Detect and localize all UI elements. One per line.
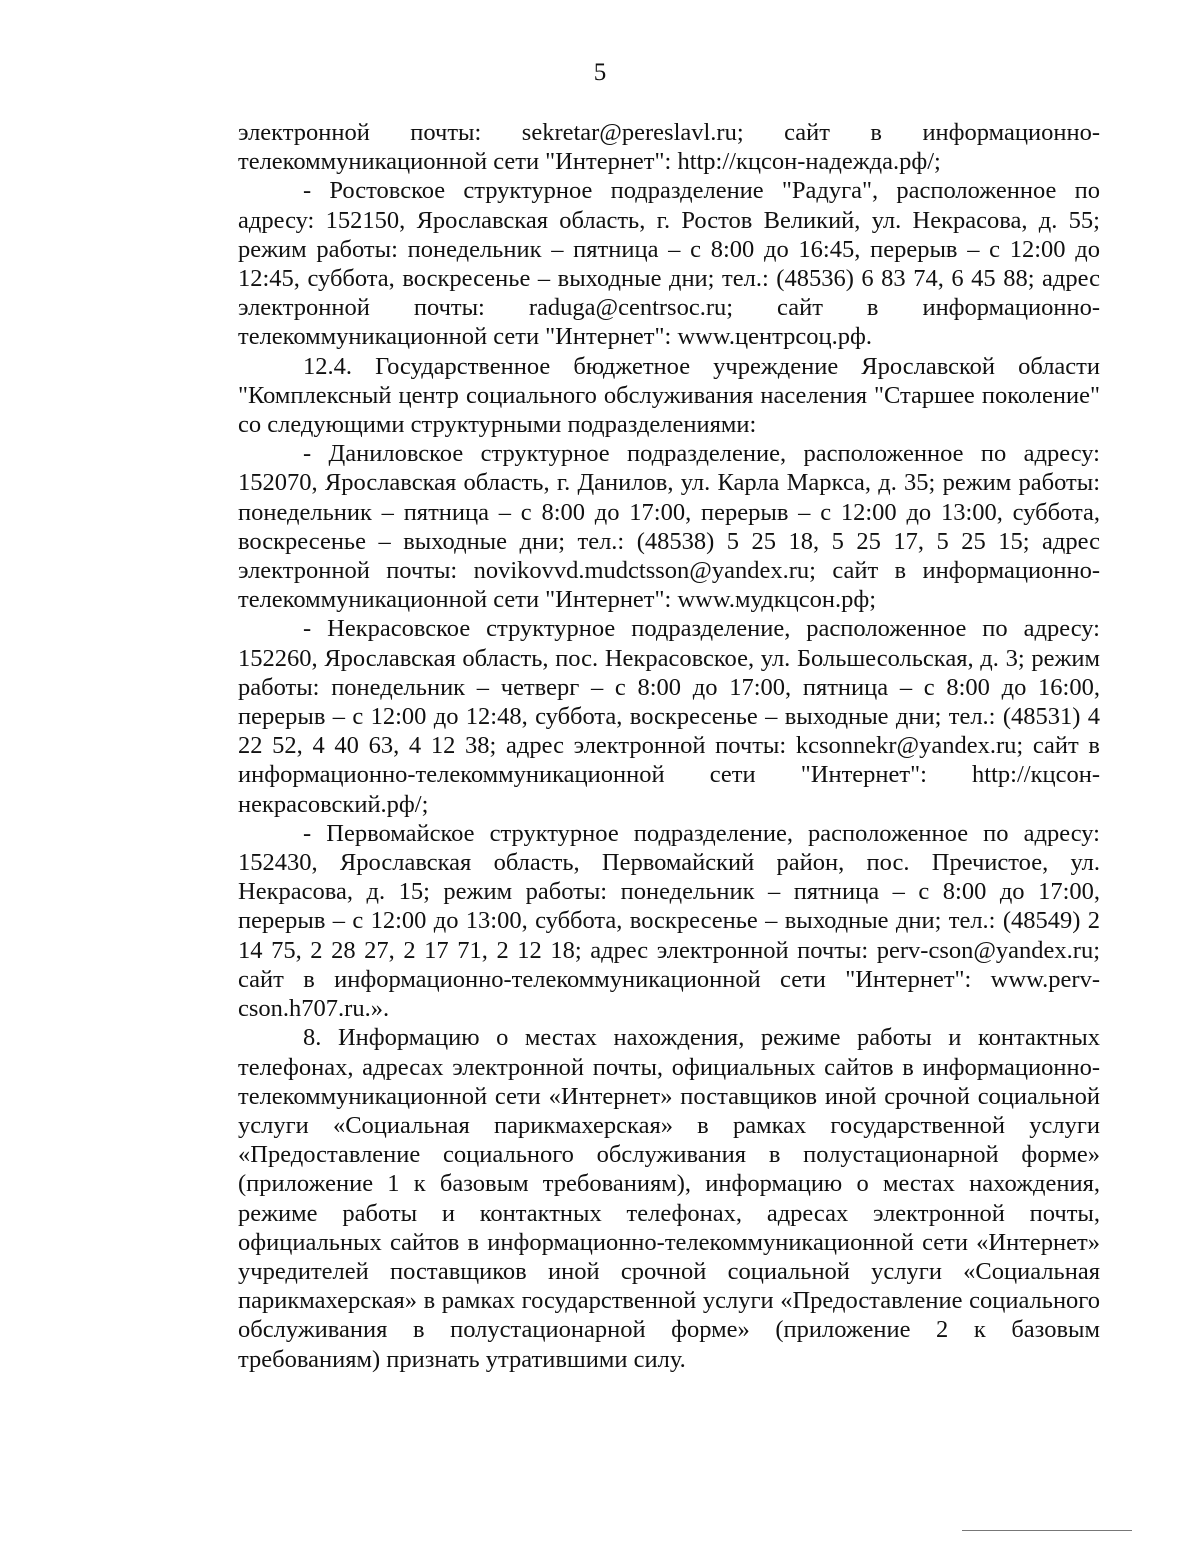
paragraph-email-continuation: электронной почты: sekretar@pereslavl.ru; сайт в информационно-телекоммуникационной сети "Интернет": http://кцсон-надежда.рф/; (238, 119, 1100, 176)
page-number: 5 (593, 59, 607, 86)
paragraph-danilov: - Даниловское структурное подразделение, расположенное по адресу: 152070, Ярославская область, г. Данилов, ул. Карла Маркса, д. 35; режим работы: понедельник – пятница – с 8:00 до 17:00, перерыв – с 12:00 до 13:00, суббота, воскресенье – выходные дни; тел.: (48538) 5 25 18, 5 25 17, 5 25 15; адрес электронной почты: novikovvd.mudctsson@yandex.ru; сайт в информационно-телекоммуникационной сети "Интернет": www.мудкцсон.рф; (238, 440, 1100, 614)
paragraph-rostov-raduga: - Ростовское структурное подразделение "Радуга", расположенное по адресу: 152150, Ярославская область, г. Ростов Великий, ул. Некрасова, д. 55; режим работы: понедельник – пятница – с 8:00 до 16:45, перерыв – с 12:00 до 12:45, суббота, воскресенье – выходные дни; тел.: (48536) 6 83 74, 6 45 88; адрес электронной почты: raduga@centrsoc.ru; сайт в информационно-телекоммуникационной сети "Интернет": www.центрсоц.рф. (238, 177, 1100, 351)
paragraph-nekrasovskoe: - Некрасовское структурное подразделение, расположенное по адресу: 152260, Ярославская область, пос. Некрасовское, ул. Большесольская, д. 3; режим работы: понедельник – четверг – с 8:00 до 17:00, пятница – с 8:00 до 16:00, перерыв – с 12:00 до 12:48, суббота, воскресенье – выходные дни; тел.: (48531) 4 22 52, 4 40 63, 4 12 38; адрес электронной почты: kcsonnekr@yandex.ru; сайт в информационно-телекоммуникационной сети "Интернет": http://кцсон-некрасовский.рф/; (238, 615, 1100, 818)
paragraph-item-8: 8. Информацию о местах нахождения, режиме работы и контактных телефонах, адресах электронной почты, официальных сайтов в информационно-телекоммуникационной сети «Интернет» поставщиков иной срочной социальной услуги «Социальная парикмахерская» в рамках государственной услуги «Предоставление социального обслуживания в полустационарной форме» (приложение 1 к базовым требованиям), информацию о местах нахождения, режиме работы и контактных телефонах, адресах электронной почты, официальных сайтов в информационно-телекоммуникационной сети «Интернет» учредителей поставщиков иной срочной социальной услуги «Социальная парикмахерская» в рамках государственной услуги «Предоставление социального обслуживания в полустационарной форме» (приложение 2 к базовым требованиям) признать утратившими силу. (238, 1024, 1100, 1373)
document-body (238, 118, 1100, 1374)
paragraph-section-12-4: 12.4. Государственное бюджетное учреждение Ярославской области "Комплексный центр социального обслуживания населения "Старшее поколение" со следующими структурными подразделениями: (238, 352, 1100, 439)
footer-divider (962, 1530, 1132, 1531)
paragraph-pervomayskoe: - Первомайское структурное подразделение, расположенное по адресу: 152430, Ярославская область, Первомайский район, пос. Пречистое, ул. Некрасова, д. 15; режим работы: понедельник – пятница – с 8:00 до 17:00, перерыв – с 12:00 до 13:00, суббота, воскресенье – выходные дни; тел.: (48549) 2 14 75, 2 28 27, 2 17 71, 2 12 18; адрес электронной почты: perv-cson@yandex.ru; сайт в информационно-телекоммуникационной сети "Интернет": www.perv-cson.h707.ru.». (238, 819, 1100, 1023)
